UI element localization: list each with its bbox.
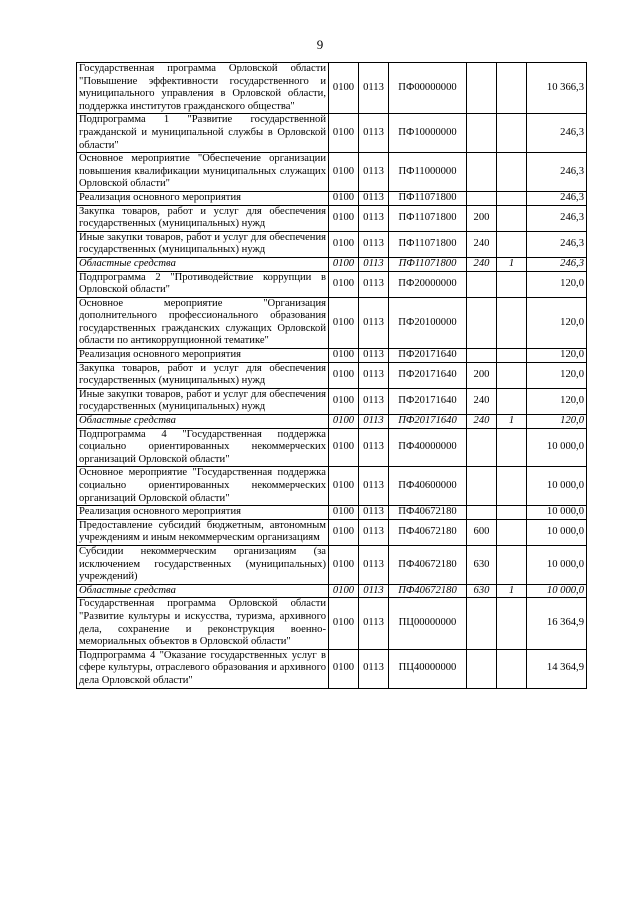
section-code: 0100 <box>329 584 359 598</box>
subsection-code: 0113 <box>359 63 389 114</box>
target-article-code: ПФ20000000 <box>389 271 467 297</box>
amount: 10 000,0 <box>527 506 587 520</box>
expense-type-code: 240 <box>467 257 497 271</box>
section-code: 0100 <box>329 63 359 114</box>
section-code: 0100 <box>329 506 359 520</box>
row-name: Подпрограмма 4 "Оказание государственных услуг в сфере культуры, отраслевого образования и архивного дела Орловской области" <box>77 649 329 688</box>
row-name: Закупка товаров, работ и услуг для обеспечения государственных (муниципальных) нужд <box>77 362 329 388</box>
subsection-code: 0113 <box>359 205 389 231</box>
row-name: Реализация основного мероприятия <box>77 191 329 205</box>
table-row <box>77 649 587 688</box>
expense-type-code <box>467 506 497 520</box>
amount: 246,3 <box>527 231 587 257</box>
section-code: 0100 <box>329 205 359 231</box>
page-number: 9 <box>316 37 324 52</box>
amount: 10 000,0 <box>527 467 587 506</box>
amount: 10 000,0 <box>527 428 587 467</box>
row-name: Основное мероприятие "Организация дополнительного профессионального образования государственных гражданских служащих Орловской области по антикоррупционной тематике" <box>77 297 329 348</box>
amount: 120,0 <box>527 362 587 388</box>
section-code: 0100 <box>329 649 359 688</box>
table-row <box>77 545 587 584</box>
table-row <box>77 584 587 598</box>
target-article-code: ПФ11071800 <box>389 205 467 231</box>
funding-source-code <box>497 545 527 584</box>
section-code: 0100 <box>329 231 359 257</box>
table-row <box>77 271 587 297</box>
subsection-code: 0113 <box>359 584 389 598</box>
section-code: 0100 <box>329 519 359 545</box>
amount: 10 000,0 <box>527 519 587 545</box>
target-article-code: ПФ20100000 <box>389 297 467 348</box>
section-code: 0100 <box>329 257 359 271</box>
target-article-code: ПФ11071800 <box>389 191 467 205</box>
expense-type-code <box>467 271 497 297</box>
section-code: 0100 <box>329 428 359 467</box>
section-code: 0100 <box>329 153 359 192</box>
expense-type-code <box>467 649 497 688</box>
row-name: Подпрограмма 1 "Развитие государственной гражданской и муниципальной службы в Орловской области" <box>77 114 329 153</box>
expense-type-code: 200 <box>467 205 497 231</box>
expense-type-code <box>467 114 497 153</box>
section-code: 0100 <box>329 114 359 153</box>
section-code: 0100 <box>329 467 359 506</box>
target-article-code: ПФ20171640 <box>389 388 467 414</box>
funding-source-code <box>497 191 527 205</box>
table-row <box>77 153 587 192</box>
table-row <box>77 467 587 506</box>
expense-type-code: 240 <box>467 415 497 429</box>
section-code: 0100 <box>329 388 359 414</box>
subsection-code: 0113 <box>359 271 389 297</box>
table-row <box>77 506 587 520</box>
funding-source-code <box>497 362 527 388</box>
subsection-code: 0113 <box>359 545 389 584</box>
amount: 120,0 <box>527 388 587 414</box>
expense-type-code: 240 <box>467 231 497 257</box>
amount: 246,3 <box>527 153 587 192</box>
subsection-code: 0113 <box>359 349 389 363</box>
expense-type-code: 630 <box>467 584 497 598</box>
amount: 120,0 <box>527 349 587 363</box>
table-row <box>77 297 587 348</box>
funding-source-code <box>497 63 527 114</box>
table-row <box>77 428 587 467</box>
funding-source-code <box>497 271 527 297</box>
table-row <box>77 114 587 153</box>
table-row <box>77 362 587 388</box>
target-article-code: ПФ11000000 <box>389 153 467 192</box>
funding-source-code <box>497 428 527 467</box>
section-code: 0100 <box>329 297 359 348</box>
table-row <box>77 63 587 114</box>
expense-type-code <box>467 428 497 467</box>
target-article-code: ПФ40672180 <box>389 519 467 545</box>
amount: 14 364,9 <box>527 649 587 688</box>
subsection-code: 0113 <box>359 649 389 688</box>
funding-source-code <box>497 153 527 192</box>
row-name: Подпрограмма 2 "Противодействие коррупции в Орловской области" <box>77 271 329 297</box>
table-row <box>77 231 587 257</box>
amount: 10 000,0 <box>527 545 587 584</box>
subsection-code: 0113 <box>359 191 389 205</box>
funding-source-code <box>497 598 527 649</box>
table-row <box>77 191 587 205</box>
expense-type-code: 240 <box>467 388 497 414</box>
target-article-code: ПФ10000000 <box>389 114 467 153</box>
expense-type-code: 200 <box>467 362 497 388</box>
amount: 246,3 <box>527 191 587 205</box>
section-code: 0100 <box>329 349 359 363</box>
expense-type-code <box>467 63 497 114</box>
expense-type-code <box>467 349 497 363</box>
budget-table <box>76 62 587 689</box>
target-article-code: ПФ20171640 <box>389 349 467 363</box>
row-name: Реализация основного мероприятия <box>77 506 329 520</box>
section-code: 0100 <box>329 271 359 297</box>
target-article-code: ПФ40672180 <box>389 506 467 520</box>
funding-source-code: 1 <box>497 584 527 598</box>
funding-source-code <box>497 519 527 545</box>
subsection-code: 0113 <box>359 598 389 649</box>
subsection-code: 0113 <box>359 114 389 153</box>
amount: 120,0 <box>527 415 587 429</box>
amount: 246,3 <box>527 257 587 271</box>
subsection-code: 0113 <box>359 428 389 467</box>
table-row <box>77 349 587 363</box>
funding-source-code <box>497 114 527 153</box>
row-name: Государственная программа Орловской области "Развитие культуры и искусства, туризма, архивного дела, сохранение и реконструкция военно-мемориальных объектов в Орловской области" <box>77 598 329 649</box>
expense-type-code <box>467 467 497 506</box>
target-article-code: ПЦ40000000 <box>389 649 467 688</box>
row-name: Закупка товаров, работ и услуг для обеспечения государственных (муниципальных) нужд <box>77 205 329 231</box>
table-row <box>77 257 587 271</box>
target-article-code: ПФ00000000 <box>389 63 467 114</box>
subsection-code: 0113 <box>359 415 389 429</box>
target-article-code: ПФ20171640 <box>389 362 467 388</box>
subsection-code: 0113 <box>359 467 389 506</box>
expense-type-code <box>467 191 497 205</box>
row-name: Иные закупки товаров, работ и услуг для обеспечения государственных (муниципальных) нужд <box>77 231 329 257</box>
amount: 246,3 <box>527 114 587 153</box>
funding-source-code <box>497 506 527 520</box>
target-article-code: ПФ11071800 <box>389 231 467 257</box>
section-code: 0100 <box>329 545 359 584</box>
row-name: Субсидии некоммерческим организациям (за исключением государственных (муниципальных) учреждений) <box>77 545 329 584</box>
amount: 246,3 <box>527 205 587 231</box>
section-code: 0100 <box>329 598 359 649</box>
funding-source-code <box>497 297 527 348</box>
row-name: Областные средства <box>77 257 329 271</box>
row-name: Областные средства <box>77 584 329 598</box>
funding-source-code <box>497 349 527 363</box>
row-name: Иные закупки товаров, работ и услуг для обеспечения государственных (муниципальных) нужд <box>77 388 329 414</box>
table-row <box>77 415 587 429</box>
row-name: Подпрограмма 4 "Государственная поддержка социально ориентированных некоммерческих организаций Орловской области" <box>77 428 329 467</box>
subsection-code: 0113 <box>359 506 389 520</box>
expense-type-code: 600 <box>467 519 497 545</box>
section-code: 0100 <box>329 415 359 429</box>
expense-type-code: 630 <box>467 545 497 584</box>
row-name: Предоставление субсидий бюджетным, автономным учреждениям и иным некоммерческим организациям <box>77 519 329 545</box>
row-name: Основное мероприятие "Обеспечение организации повышения квалификации муниципальных служащих Орловской области" <box>77 153 329 192</box>
amount: 10 366,3 <box>527 63 587 114</box>
row-name: Реализация основного мероприятия <box>77 349 329 363</box>
subsection-code: 0113 <box>359 153 389 192</box>
table-row <box>77 519 587 545</box>
subsection-code: 0113 <box>359 519 389 545</box>
target-article-code: ПФ20171640 <box>389 415 467 429</box>
subsection-code: 0113 <box>359 388 389 414</box>
section-code: 0100 <box>329 191 359 205</box>
funding-source-code <box>497 388 527 414</box>
funding-source-code: 1 <box>497 257 527 271</box>
row-name: Государственная программа Орловской области "Повышение эффективности государственного и муниципального управления в Орловской области, поддержка институтов гражданского общества" <box>77 63 329 114</box>
table-row <box>77 205 587 231</box>
amount: 16 364,9 <box>527 598 587 649</box>
funding-source-code <box>497 649 527 688</box>
amount: 120,0 <box>527 297 587 348</box>
expense-type-code <box>467 297 497 348</box>
funding-source-code: 1 <box>497 415 527 429</box>
target-article-code: ПФ40600000 <box>389 467 467 506</box>
target-article-code: ПФ40000000 <box>389 428 467 467</box>
subsection-code: 0113 <box>359 231 389 257</box>
amount: 120,0 <box>527 271 587 297</box>
table-row <box>77 388 587 414</box>
subsection-code: 0113 <box>359 257 389 271</box>
amount: 10 000,0 <box>527 584 587 598</box>
target-article-code: ПФ40672180 <box>389 584 467 598</box>
target-article-code: ПФ40672180 <box>389 545 467 584</box>
expense-type-code <box>467 598 497 649</box>
expense-type-code <box>467 153 497 192</box>
row-name: Областные средства <box>77 415 329 429</box>
target-article-code: ПФ11071800 <box>389 257 467 271</box>
funding-source-code <box>497 467 527 506</box>
funding-source-code <box>497 231 527 257</box>
target-article-code: ПЦ00000000 <box>389 598 467 649</box>
subsection-code: 0113 <box>359 297 389 348</box>
funding-source-code <box>497 205 527 231</box>
section-code: 0100 <box>329 362 359 388</box>
row-name: Основное мероприятие "Государственная поддержка социально ориентированных некоммерческих организаций Орловской области" <box>77 467 329 506</box>
subsection-code: 0113 <box>359 362 389 388</box>
table-row <box>77 598 587 649</box>
